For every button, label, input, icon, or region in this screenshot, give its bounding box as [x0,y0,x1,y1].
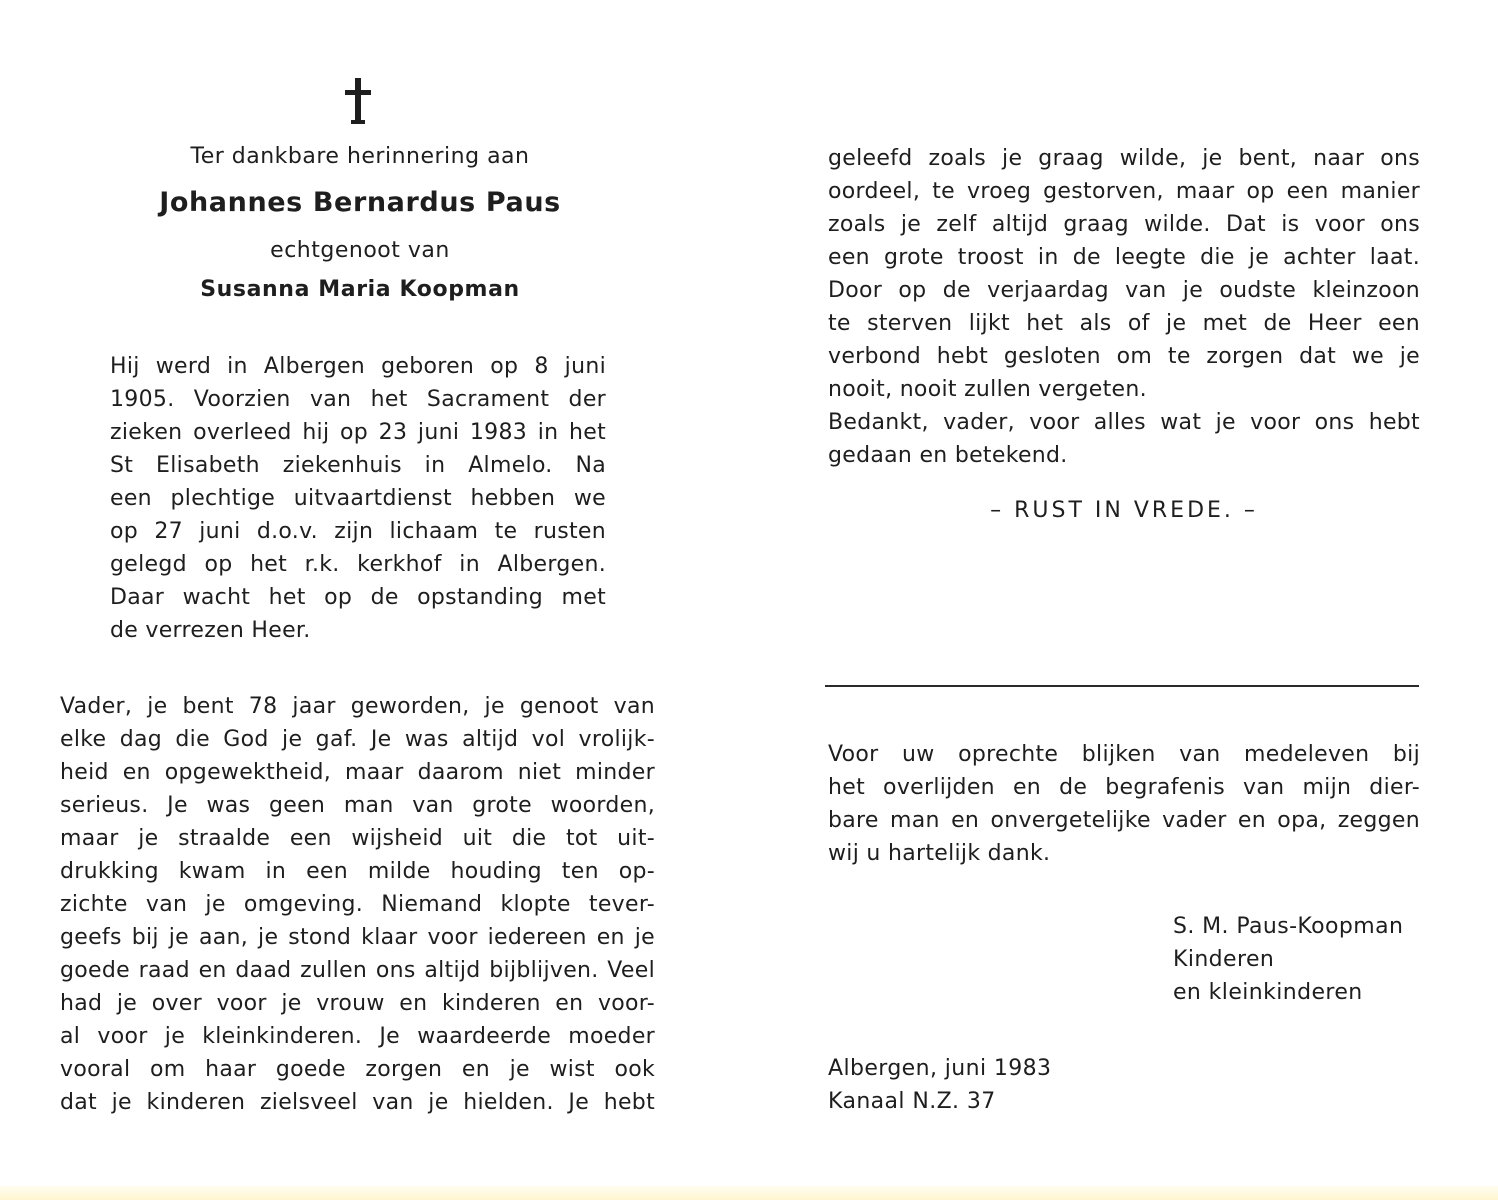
biography-line: op 27 juni d.o.v. zijn lichaam te rusten [110,519,606,544]
biography-paragraph [110,350,606,647]
spouse-name: Susanna Maria Koopman [200,277,520,302]
tribute-continued-line: Bedankt, vader, voor alles wat je voor ons hebt [828,410,1420,435]
thanks-line: wij u hartelijk dank. [828,841,1051,866]
biography-line: Hij werd in Albergen geboren op 8 juni [110,354,606,379]
tribute-continued-line: verbond hebt gesloten om te zorgen dat we je [828,344,1420,369]
tribute-continued-line: oordeel, te vroeg gestorven, maar op een manier [828,179,1420,204]
tribute-line: maar je straalde een wijsheid uit die tot uit- [60,826,655,851]
tribute-paragraph [60,690,655,1119]
biography-line: 1905. Voorzien van het Sacrament der [110,387,606,412]
tribute-continued-line: geleefd zoals je graag wilde, je bent, naar ons [828,146,1420,171]
biography-line: St Elisabeth ziekenhuis in Almelo. Na [110,453,606,478]
tribute-line: heid en opgewektheid, maar daarom niet minder [60,760,655,785]
thanks-line: bare man en onvergetelijke vader en opa, zeggen [828,808,1420,833]
biography-line: de verrezen Heer. [110,618,311,643]
cross-icon [344,78,372,124]
spouse-label: echtgenoot van [270,238,450,263]
tribute-line: vooral om haar goede zorgen en je wist ook [60,1057,655,1082]
tribute-line: drukking kwam in een milde houding ten op- [60,859,655,884]
tribute-continued-line: zoals je zelf altijd graag wilde. Dat is voor ons [828,212,1420,237]
paper-edge [0,1186,1498,1200]
tribute-continued-line: nooit, nooit zullen vergeten. [828,377,1147,402]
intro-text: Ter dankbare herinnering aan [190,144,530,169]
tribute-line: al voor je kleinkinderen. Je waardeerde moeder [60,1024,655,1049]
place-date: Albergen, juni 1983 [828,1056,1052,1081]
place-address-block [828,1052,1051,1118]
tribute-line: zichte van je omgeving. Niemand klopte tever- [60,892,655,917]
tribute-continued-paragraph [828,142,1420,472]
biography-line: een plechtige uitvaartdienst hebben we [110,486,606,511]
tribute-continued-line: Door op de verjaardag van je oudste kleinzoon [828,278,1420,303]
divider-line [825,685,1419,687]
signature-line: S. M. Paus-Koopman [1173,914,1404,939]
tribute-continued-line: een grote troost in de leegte die je achter laat. [828,245,1420,270]
tribute-line: dat je kinderen zielsveel van je hielden. Je hebt [60,1090,655,1115]
deceased-name: Johannes Bernardus Paus [159,187,561,218]
tribute-continued-line: te sterven lijkt het als of je met de Heer een [828,311,1420,336]
signature-block [1173,910,1403,1009]
thanks-line: Voor uw oprechte blijken van medeleven bij [828,742,1420,767]
signature-line: en kleinkinderen [1173,980,1363,1005]
address: Kanaal N.Z. 37 [828,1089,996,1114]
biography-line: Daar wacht het op de opstanding met [110,585,606,610]
rest-in-peace: – RUST IN VREDE. – [990,498,1258,523]
tribute-line: elke dag die God je gaf. Je was altijd vol vrolijk- [60,727,655,752]
tribute-line: geefs bij je aan, je stond klaar voor iedereen en je [60,925,655,950]
tribute-continued-line: gedaan en betekend. [828,443,1068,468]
signature-line: Kinderen [1173,947,1275,972]
biography-line: zieken overleed hij op 23 juni 1983 in het [110,420,606,445]
tribute-line: serieus. Je was geen man van grote woorden, [60,793,655,818]
tribute-line: Vader, je bent 78 jaar geworden, je genoot van [60,694,655,719]
biography-line: gelegd op het r.k. kerkhof in Albergen. [110,552,606,577]
tribute-line: had je over voor je vrouw en kinderen en voor- [60,991,655,1016]
thanks-line: het overlijden en de begrafenis van mijn dier- [828,775,1420,800]
thanks-paragraph [828,738,1420,870]
tribute-line: goede raad en daad zullen ons altijd bijblijven. Veel [60,958,655,983]
